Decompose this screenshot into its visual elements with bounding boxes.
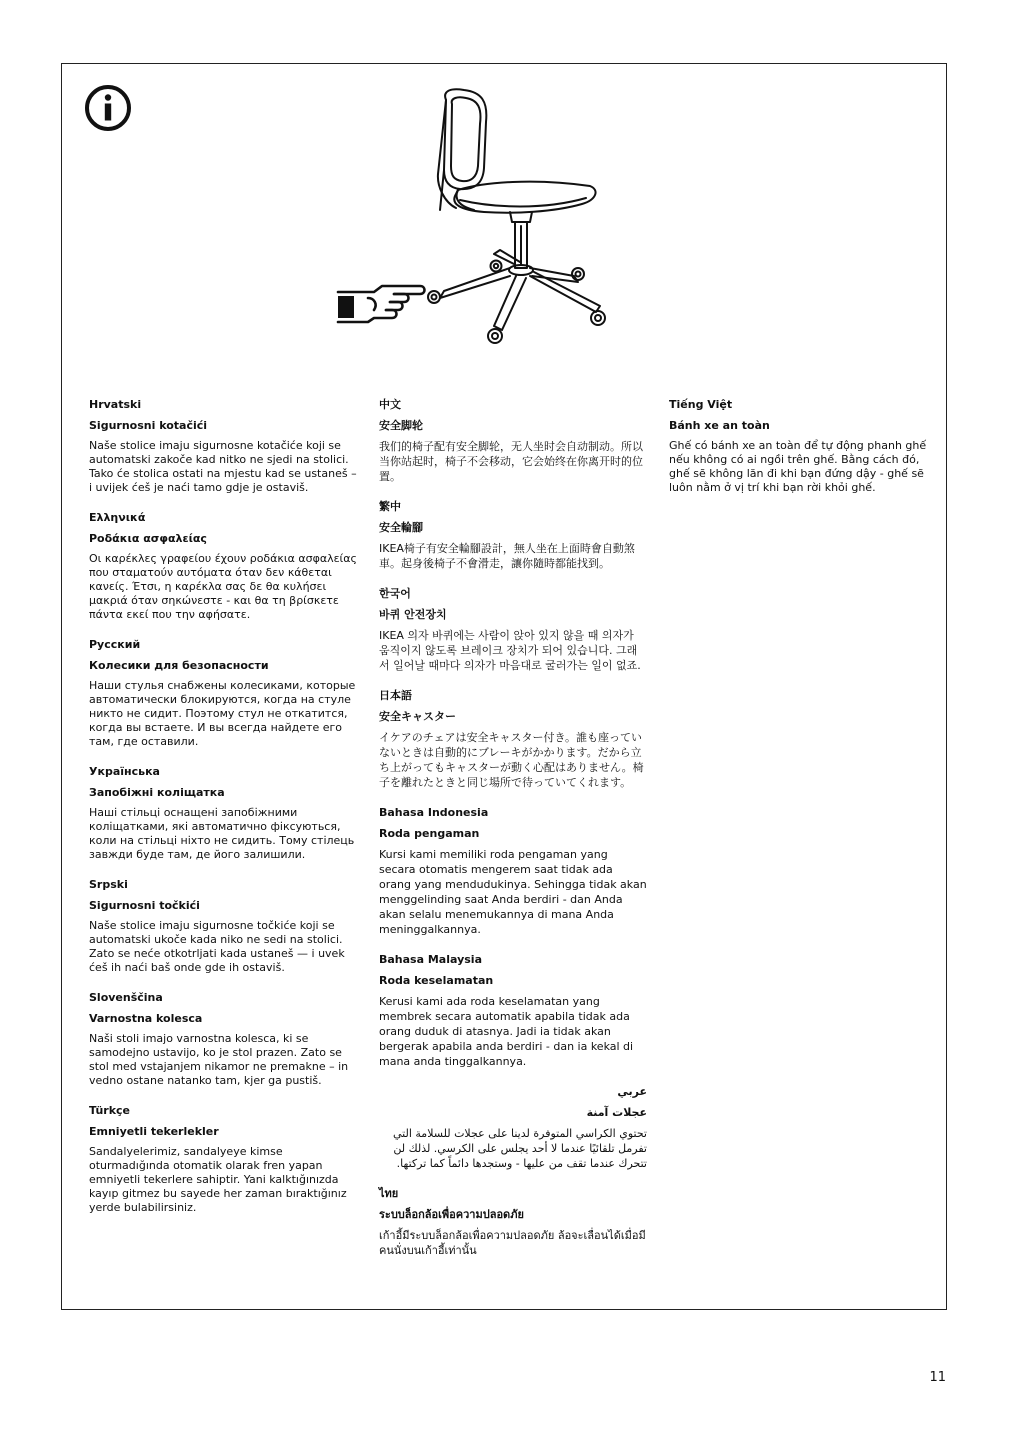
page-number: 11 <box>929 1370 946 1385</box>
section-japanese <box>379 689 647 790</box>
section-title: Varnostna kolesca <box>89 1012 203 1025</box>
section-text: 我们的椅子配有安全脚轮，无人坐时会自动制动。所以当你站起时，椅子不会移动，它会始终在你离开时的位置。 <box>379 440 643 483</box>
section-text: เก้าอี้มีระบบล็อกล้อเพื่อความปลอดภัย ล้อจะเลื่อนได้เมื่อมีคนนั่งบนเก้าอี้เท่านั้น <box>379 1229 646 1257</box>
language-heading: 繁中 <box>379 500 401 513</box>
section-title: 安全脚轮 <box>379 419 423 432</box>
section-title: Ροδάκια ασφαλείας <box>89 532 207 545</box>
section-title: Запобіжні коліщатка <box>89 786 225 799</box>
section-vietnamese <box>669 398 937 495</box>
section-title: Bánh xe an toàn <box>669 419 770 432</box>
section-ukrainian <box>89 765 357 862</box>
info-icon <box>84 84 132 132</box>
language-heading: Tiếng Việt <box>669 398 733 411</box>
section-title: ระบบล็อกล้อเพื่อความปลอดภัย <box>379 1208 524 1221</box>
section-title: 安全キャスター <box>379 710 456 723</box>
section-arabic <box>379 1085 647 1171</box>
section-title: Roda keselamatan <box>379 974 494 987</box>
language-heading: Bahasa Indonesia <box>379 806 489 819</box>
language-heading: Bahasa Malaysia <box>379 953 482 966</box>
section-title: Колесики для безопасности <box>89 659 269 672</box>
section-text: Naše stolice imaju sigurnosne točkiće koji se automatski ukoče kada niko ne sedi na stolici. Zato se neće otkotrljati kada ustaneš — i uvek ćeš ih naći baš onde gde ih ostaviš. <box>89 919 345 974</box>
section-text: تحتوي الكراسي المتوفرة لدينا على عجلات للسلامة التي تفرمل تلقائيًا عندما لا أحد يجلس على الكرسي. لذلك لن تتحرك عندما تقف من عليها - وستجدها دائماً كما تركتها. <box>393 1127 647 1170</box>
section-text: Ghế có bánh xe an toàn để tự động phanh ghế nếu không có ai ngồi trên ghế. Bằng cách đó, ghế sẽ không lăn đi khi bạn đứng dậy - ghế sẽ luôn nằm ở vị trí khi bạn rời khỏi ghế. <box>669 439 927 494</box>
section-text: Οι καρέκλες γραφείου έχουν ροδάκια ασφαλείας που σταματούν αυτόματα όταν δεν κάθεται κανείς. Έτσι, η καρέκλα σας δε θα κυλήσει μακριά όταν σηκώνεστε - και θα τη βρίσκετε πάντα εκεί που την αφήσατε. <box>89 552 357 621</box>
section-text: IKEA 의자 바퀴에는 사람이 앉아 있지 않을 때 의자가 움직이지 않도록 브레이크 장치가 되어 있습니다. 그래서 일어날 때마다 의자가 마음대로 굴러가는 일이 없죠. <box>379 629 641 672</box>
office-chair-illustration <box>334 86 614 352</box>
language-heading: عربي <box>617 1085 647 1098</box>
language-heading: Türkçe <box>89 1104 131 1117</box>
section-chinese-simplified <box>379 398 647 484</box>
pointing-hand-icon <box>338 286 425 322</box>
column-2 <box>379 398 647 1274</box>
language-heading: Ελληνικά <box>89 511 146 524</box>
language-heading: Українська <box>89 765 160 778</box>
section-chinese-traditional <box>379 500 647 571</box>
column-1 <box>89 398 357 1231</box>
section-text: Naše stolice imaju sigurnosne kotačiće koji se automatski zakoče kad nitko ne sjedi na stolici. Tako će stolica ostati na mjestu kad se ustaneš – i uvijek ćeš je naći tamo gdje je ostaviš. <box>89 439 357 494</box>
section-korean <box>379 587 647 673</box>
section-greek <box>89 511 357 622</box>
section-slovenian <box>89 991 357 1088</box>
section-thai <box>379 1187 647 1258</box>
section-text: Naši stoli imajo varnostna kolesca, ki se samodejno ustavijo, ko je stol prazen. Zato se stol med vstajanjem nikamor ne premakne – in vedno ostane natanko tam, kjer ga pustiš. <box>89 1032 349 1087</box>
section-text: Наші стільці оснащені запобіжними коліщатками, які автоматично фіксуються, коли на стільці ніхто не сидить. Тому стілець завжди буде там, де його залишили. <box>89 806 355 861</box>
section-text: イケアのチェアは安全キャスター付き。誰も座っていないときは自動的にブレーキがかかります。だから立ち上がってもキャスターが動く心配はありません。椅子を離れたときと同じ場所で待っていてくれます。 <box>379 731 644 789</box>
section-title: 바퀴 안전장치 <box>379 608 447 621</box>
section-malay <box>379 953 647 1069</box>
section-text: Sandalyelerimiz, sandalyeye kimse oturmadığında otomatik olarak fren yapan emniyetli tekerlere sahiptir. Yani kalktığınızda kayıp gitmez bu sayede her zaman bıraktığınız yerde bulabilirsiniz. <box>89 1145 347 1214</box>
section-serbian <box>89 878 357 975</box>
section-title: Emniyetli tekerlekler <box>89 1125 219 1138</box>
section-text: Наши стулья снабжены колесиками, которые автоматически блокируются, когда на стуле никто не сидит. Поэтому стул не откатится, когда вы встаете. И вы всегда найдете его там, где оставили. <box>89 679 356 748</box>
section-text: IKEA椅子有安全輪腳設計，無人坐在上面時會自動煞車。起身後椅子不會滑走，讓你隨時都能找到。 <box>379 542 635 570</box>
language-heading: Hrvatski <box>89 398 142 411</box>
language-heading: 한국어 <box>379 587 411 600</box>
section-indonesian <box>379 806 647 937</box>
language-heading: ไทย <box>379 1187 399 1200</box>
section-title: Sigurnosni kotačići <box>89 419 208 432</box>
section-turkish <box>89 1104 357 1215</box>
section-hrvatski <box>89 398 357 495</box>
section-russian <box>89 638 357 749</box>
language-heading: 中文 <box>379 398 401 411</box>
section-text: Kursi kami memiliki roda pengaman yang secara otomatis mengerem saat tidak ada orang yang mendudukinya. Sehingga tidak akan menggelinding saat Anda berdiri - dan Anda akan selalu menemukannya di mana Anda meninggalkannya. <box>379 848 647 936</box>
language-heading: Slovenščina <box>89 991 163 1004</box>
language-heading: Русский <box>89 638 141 651</box>
column-3 <box>669 398 937 511</box>
section-title: 安全輪腳 <box>379 521 423 534</box>
section-title: عجلات آمنة <box>586 1106 647 1119</box>
language-heading: 日本語 <box>379 689 412 702</box>
section-text: Kerusi kami ada roda keselamatan yang membrek secara automatik apabila tidak ada orang duduk di atasnya. Jadi ia tidak akan bergerak apabila anda berdiri - dan ia kekal di mana anda tinggalkannya. <box>379 995 634 1068</box>
language-heading: Srpski <box>89 878 128 891</box>
section-title: Roda pengaman <box>379 827 480 840</box>
section-title: Sigurnosni točkići <box>89 899 200 912</box>
